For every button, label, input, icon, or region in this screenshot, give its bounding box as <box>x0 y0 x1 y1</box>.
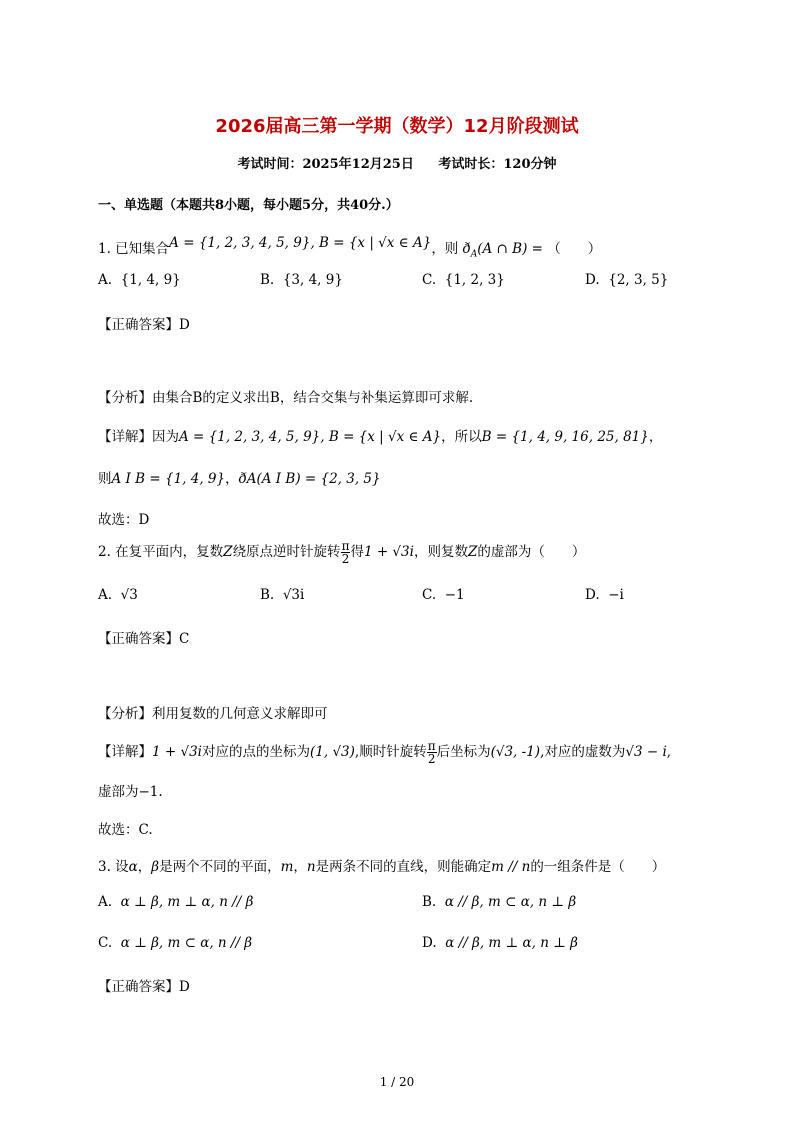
section-heading: 一、单选题（本题共8小题，每小题5分，共40分.） <box>98 198 399 213</box>
question-1-sets: A = {1, 2, 3, 4, 5, 9}, B = {x | √x ∈ A} <box>169 235 432 251</box>
q1-analysis: 【分析】由集合B的定义求出B，结合交集与补集运算即可求解. <box>98 390 474 406</box>
q2-option-d: D. −i <box>585 587 624 603</box>
q2-correct-answer: 【正确答案】C <box>98 631 190 647</box>
question-1-stem: 1. 已知集合A = {1, 2, 3, 4, 5, 9}, B = {x | √x ∈ A}，则 $ð_A(A$ ∩ B) = （ ） <box>98 235 602 260</box>
q2-option-c: C. −1 <box>422 587 465 603</box>
complement-symbol: ð <box>462 241 471 257</box>
q1-detail-line-2: 则A I B = {1, 4, 9}，ðA(A I B) = {2, 3, 5} <box>98 471 381 487</box>
page-number: 1 / 20 <box>379 1075 415 1089</box>
q1-option-a: A. {1, 4, 9} <box>98 272 181 288</box>
q1-conclusion: 故选：D <box>98 512 150 528</box>
q2-detail-line-2: 虚部为−1. <box>98 784 163 800</box>
q2-detail-line-1: 【详解】1 + √3i对应的点的坐标为(1, √3),顺时针旋转 $\frac{\pi}{2}$ 后坐标为(√3, -1),对应的虚数为√3 − i, <box>98 739 672 766</box>
exam-time: 考试时间：2025年12月25日 <box>237 157 414 172</box>
q1-option-c: C. {1, 2, 3} <box>422 272 505 288</box>
q3-option-b: B. α // β, m ⊂ α, n ⊥ β <box>422 894 577 910</box>
q2-option-a: A. √3 <box>98 587 138 603</box>
q1-detail-line-1: 【详解】因为A = {1, 2, 3, 4, 5, 9}, B = {x | √x ∈ A}，所以B = {1, 4, 9, 16, 25, 81}， <box>98 429 663 445</box>
q3-option-d: D. α // β, m ⊥ α, n ⊥ β <box>422 935 578 951</box>
q3-correct-answer: 【正确答案】D <box>98 979 190 995</box>
pi-over-two: $\frac{\pi}{2}$ <box>427 739 436 766</box>
pi-over-two: $\frac{\pi}{2}$ <box>341 539 350 566</box>
question-3-stem: 3. 设α，β是两个不同的平面，m，n是两条不同的直线，则能确定m // n的一组条件是（ ） <box>98 859 666 875</box>
q3-option-a: A. α ⊥ β, m ⊥ α, n // β <box>98 894 254 910</box>
q1-option-b: B. {3, 4, 9} <box>260 272 343 288</box>
document-title: 2026届高三第一学期（数学）12月阶段测试 <box>215 116 579 137</box>
answer-paren: （ ） <box>547 241 602 257</box>
q2-option-b: B. √3i <box>260 587 305 603</box>
question-2-stem: 2. 在复平面内，复数Z绕原点逆时针旋转 $\frac{\pi}{2}$ 得1 + √3i，则复数Z的虚部为（ ） <box>98 539 586 566</box>
q2-conclusion: 故选：C. <box>98 822 153 838</box>
exam-info <box>0 153 794 172</box>
q2-analysis: 【分析】利用复数的几何意义求解即可 <box>98 706 328 722</box>
q1-correct-answer: 【正确答案】D <box>98 317 190 333</box>
q3-option-c: C. α ⊥ β, m ⊂ α, n // β <box>98 935 253 951</box>
q1-option-d: D. {2, 3, 5} <box>585 272 669 288</box>
exam-duration: 考试时长：120分钟 <box>438 157 557 172</box>
